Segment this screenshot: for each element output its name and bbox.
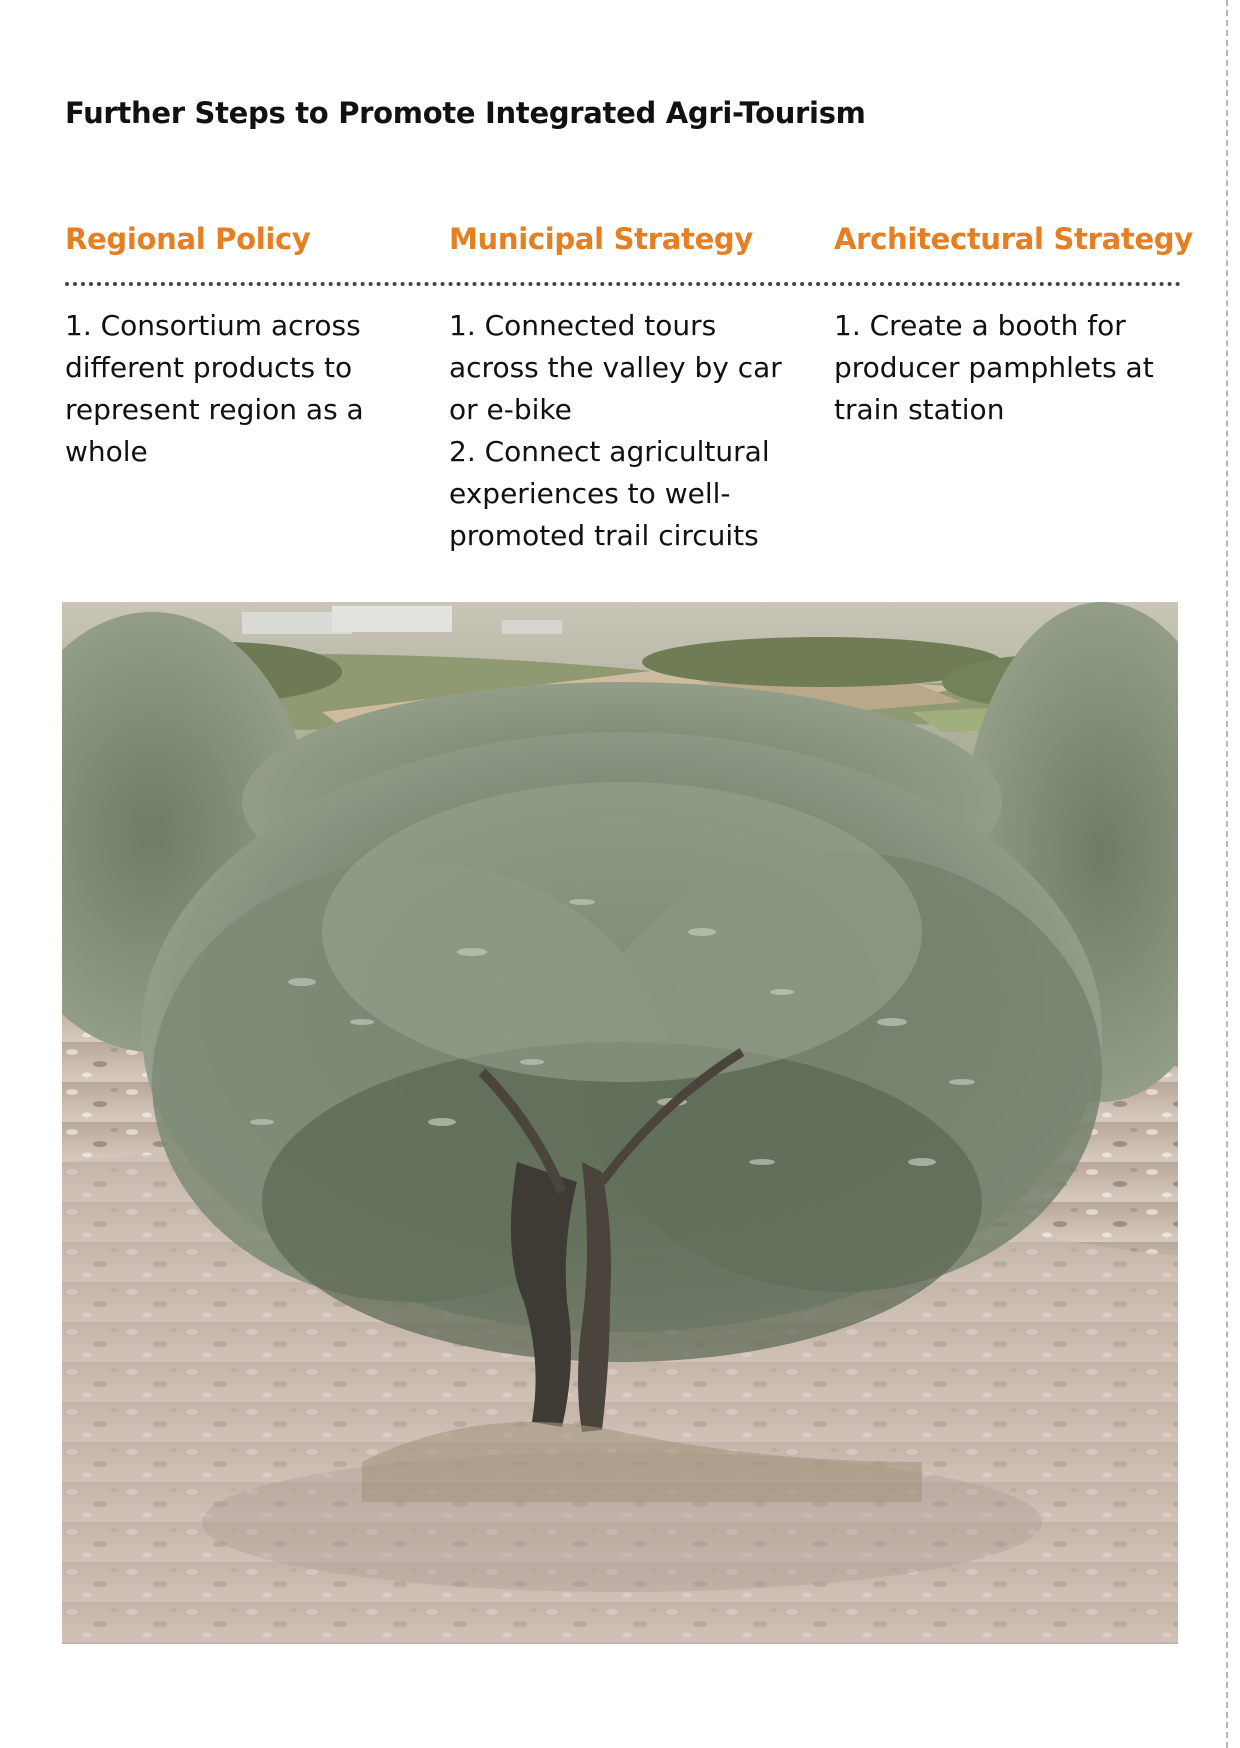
- dotted-divider: [65, 282, 1181, 286]
- list-item: 1. Create a booth for producer pamphlets at train station: [834, 309, 1154, 426]
- list-item: 1. Connected tours across the valley by car or e-bike: [449, 309, 782, 426]
- page-edge-dashed-line: [1226, 0, 1228, 1748]
- municipal-strategy-list: [449, 305, 801, 557]
- architectural-strategy-list: [834, 305, 1174, 431]
- architectural-strategy-heading: Architectural Strategy: [834, 222, 1193, 256]
- regional-policy-list: [65, 305, 417, 473]
- page-title: Further Steps to Promote Integrated Agri-Tourism: [65, 96, 866, 130]
- municipal-strategy-heading: Municipal Strategy: [449, 222, 753, 256]
- list-item: 1. Consortium across different products to represent region as a whole: [65, 309, 364, 468]
- olive-tree-photo: [62, 602, 1178, 1644]
- regional-policy-heading: Regional Policy: [65, 222, 311, 256]
- list-item: 2. Connect agricultural experiences to well-promoted trail circuits: [449, 435, 770, 552]
